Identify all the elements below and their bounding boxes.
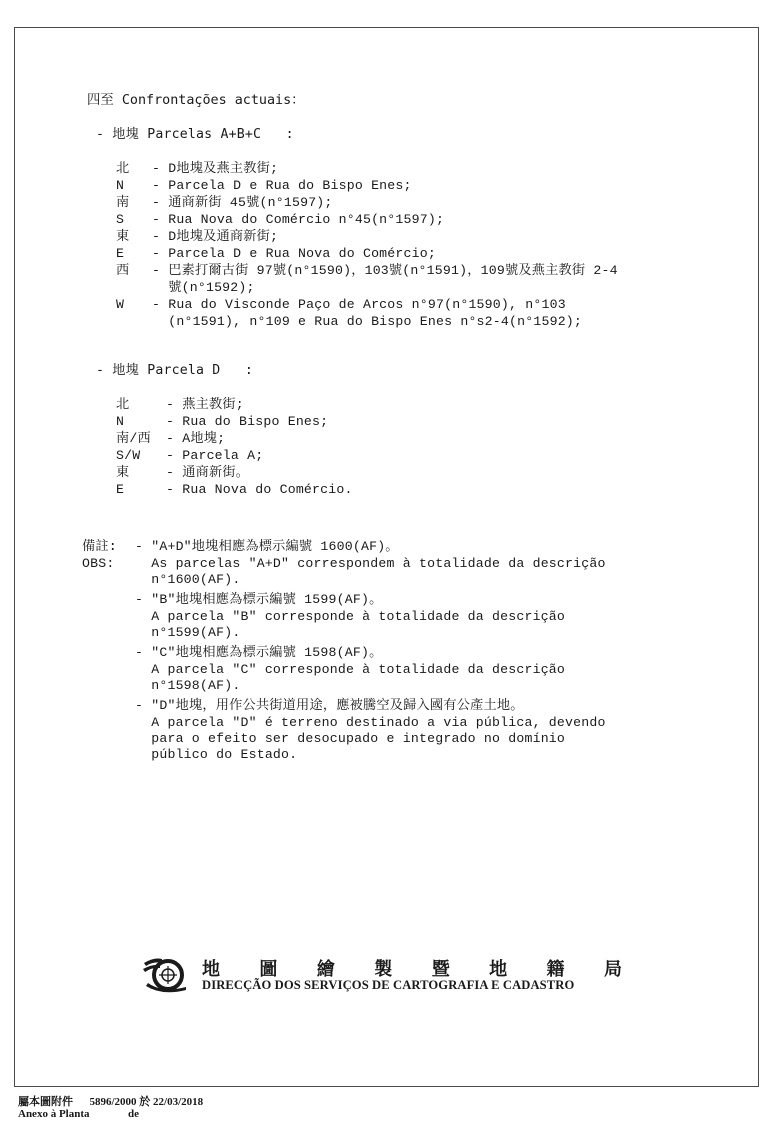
row-label: 東 — [116, 229, 130, 244]
row-text: - Rua do Visconde Paço de Arcos n°97(n°1590), n°103 — [152, 297, 566, 312]
note-line: - "C"地塊相應為標示編號 1598(AF)。 — [135, 645, 383, 660]
row-label: 西 — [116, 263, 130, 278]
row-text: - Parcela A; — [166, 448, 264, 463]
row-label: W — [116, 297, 125, 312]
agency-char: 繪 — [316, 959, 335, 980]
row-label: S — [116, 212, 125, 227]
row-text: - Rua do Bispo Enes; — [166, 414, 329, 429]
note-line: n°1598(AF). — [135, 678, 241, 693]
note-line: A parcela "B" corresponde à totalidade da descrição — [135, 609, 566, 624]
row-text: (n°1591), n°109 e Rua do Bispo Enes n°s2-4(n°1592); — [152, 314, 583, 329]
footer-line-2: Anexo à Planta de — [18, 1108, 139, 1120]
row-label: 北 — [116, 397, 130, 412]
row-text: - A地塊; — [166, 431, 226, 446]
row-text: - 通商新街。 — [166, 465, 250, 480]
note-line: - "B"地塊相應為標示編號 1599(AF)。 — [135, 592, 383, 607]
row-text: - 巴素打爾古街 97號(n°1590)，103號(n°1591)，109號及燕主教街 2-4 — [152, 263, 618, 278]
agency-char: 暨 — [431, 959, 450, 980]
row-label: E — [116, 482, 125, 497]
note-line: As parcelas "A+D" correspondem à totalidade da descrição — [135, 556, 606, 571]
row-text: - 通商新街 45號(n°1597); — [152, 195, 333, 210]
row-text: 號(n°1592); — [152, 280, 255, 295]
agency-char: 地 — [202, 959, 220, 980]
notes-label-pt: OBS: — [82, 556, 115, 571]
row-label: 南/西 — [116, 431, 151, 446]
row-text: - 燕主教街; — [166, 397, 244, 412]
note-line: público do Estado. — [135, 747, 298, 762]
note-line: para o efeito ser desocupado e integrado no domínio — [135, 731, 566, 746]
agency-char: 圖 — [259, 959, 278, 980]
row-label: N — [116, 178, 125, 193]
note-line: A parcela "D" é terreno destinado a via pública, devendo — [135, 715, 606, 730]
agency-char: 籍 — [546, 959, 565, 980]
row-text: - D地塊及通商新街; — [152, 229, 279, 244]
note-line: n°1599(AF). — [135, 625, 241, 640]
section-d-title: - 地塊 Parcela D : — [96, 363, 254, 378]
row-text: - D地塊及燕主教街; — [152, 161, 279, 176]
agency-logo-icon — [140, 949, 190, 997]
note-line: - "A+D"地塊相應為標示編號 1600(AF)。 — [135, 539, 399, 554]
agency-char: 製 — [374, 959, 393, 980]
row-text: - Rua Nova do Comércio. — [166, 482, 353, 497]
row-text: - Rua Nova do Comércio n°45(n°1597); — [152, 212, 445, 227]
notes-label-zh: 備註: — [82, 539, 117, 554]
agency-char: 地 — [489, 959, 508, 980]
heading: 四至 Confrontações actuais： — [87, 93, 305, 108]
row-text: - Parcela D e Rua Nova do Comércio; — [152, 246, 436, 261]
agency-char: 局 — [603, 959, 622, 980]
agency-block — [152, 955, 632, 1005]
row-label: 北 — [116, 161, 130, 176]
note-line: - "D"地塊，用作公共街道用途，應被騰空及歸入國有公產土地。 — [135, 698, 524, 713]
row-label: 東 — [116, 465, 130, 480]
note-line: A parcela "C" corresponde à totalidade da descrição — [135, 662, 566, 677]
note-line: n°1600(AF). — [135, 572, 241, 587]
row-text: - Parcela D e Rua do Bispo Enes; — [152, 178, 412, 193]
row-label: 南 — [116, 195, 130, 210]
row-label: N — [116, 414, 125, 429]
row-label: E — [116, 246, 125, 261]
footer-line-1: 屬本圖附件 5896/2000 於 22/03/2018 — [18, 1096, 204, 1108]
agency-name-pt: DIRECÇÃO DOS SERVIÇOS DE CARTOGRAFIA E CADASTRO — [202, 978, 575, 992]
row-label: S/W — [116, 448, 141, 463]
section-abc-title: - 地塊 Parcelas A+B+C : — [96, 127, 294, 142]
